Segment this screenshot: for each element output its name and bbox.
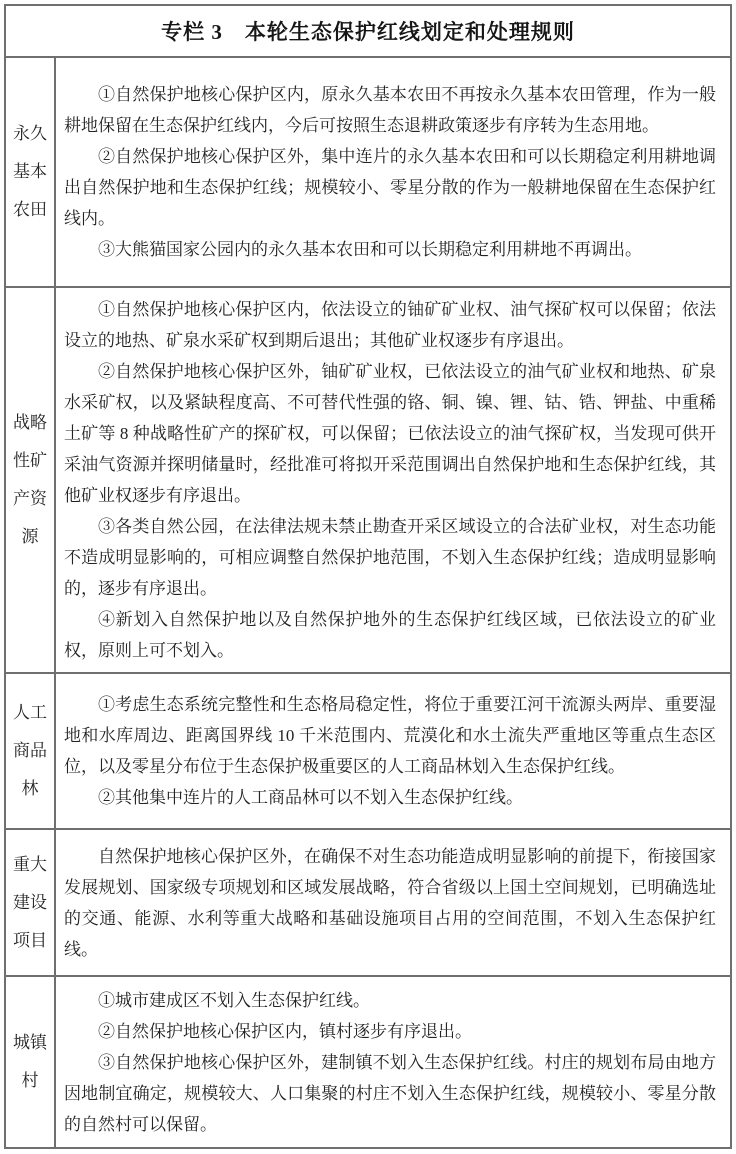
rule-paragraph: ①自然保护地核心保护区内，依法设立的铀矿矿业权、油气探矿权可以保留；依法设立的地热、矿泉水采矿权到期后退出；其他矿业权逐步有序退出。 [64,300,716,350]
rule-paragraph: ③大熊猫国家公园内的永久基本农田和可以长期稳定利用耕地不再调出。 [98,240,642,259]
table-row [6,286,730,672]
row-header-label: 战略性矿产资源 [13,413,47,546]
rule-paragraph: ④新划入自然保护地以及自然保护地外的生态保护红线区域，已依法设立的矿业权，原则上可不划入。 [64,610,716,660]
rules-table [4,4,732,1149]
table-row [6,975,730,1147]
row-header-cell [6,58,56,286]
table-title: 专栏 3 本轮生态保护红线划定和处理规则 [161,20,575,44]
row-content-cell [56,830,730,975]
rule-paragraph: ③各类自然公园，在法律法规未禁止勘查开采区域设立的合法矿业权，对生态功能不造成明显影响的，可相应调整自然保护地范围，不划入生态保护红线；造成明显影响的，逐步有序退出。 [64,517,716,598]
rule-paragraph: ②自然保护地核心保护区外，集中连片的永久基本农田和可以长期稳定利用耕地调出自然保护地和生态保护红线；规模较小、零星分散的作为一般耕地保留在生态保护红线内。 [64,147,716,228]
row-header-cell [6,288,56,672]
rule-paragraph: ③自然保护地核心保护区外，建制镇不划入生态保护红线。村庄的规划布局由地方因地制宜确定，规模较大、人口集聚的村庄不划入生态保护红线，规模较小、零星分散的自然村可以保留。 [64,1052,716,1134]
row-content-cell [56,58,730,286]
rule-paragraph: 自然保护地核心保护区外，在确保不对生态功能造成明显影响的前提下，衔接国家发展规划、国家级专项规划和区域发展战略，符合省级以上国土空间规划，已明确选址的交通、能源、水利等重大战略和基础设施项目占用的空间范围，不划入生态保护红线。 [64,846,716,959]
row-content-cell [56,288,730,672]
rule-paragraph: ②自然保护地核心保护区外，铀矿矿业权，已依法设立的油气矿业权和地热、矿泉水采矿权，以及紧缺程度高、不可替代性强的铬、铜、镍、锂、钴、锆、钾盐、中重稀土矿等 8 种战略性矿产的探矿权，可以保留；已依法设立的油气探矿权，当发现可供开采油气资源并探明储量时，经批准可将拟开采范围调出自然保护地和生态保护红线，其他矿业权逐步有序退出。 [64,362,716,505]
row-header-cell [6,977,56,1147]
row-header-label: 永久基本农田 [13,124,47,219]
table-row [6,56,730,286]
rule-paragraph: ①城市建成区不划入生态保护红线。 [98,990,370,1010]
row-header-label: 重大建设项目 [13,854,47,950]
rule-paragraph: ①自然保护地核心保护区内，原永久基本农田不再按永久基本农田管理，作为一般耕地保留在生态保护红线内，今后可按照生态退耕政策逐步有序转为生态用地。 [64,85,716,135]
table-row [6,828,730,975]
row-content-cell [56,977,730,1147]
rule-paragraph: ②自然保护地核心保护区内，镇村逐步有序退出。 [98,1021,472,1041]
table-title-row [6,6,730,56]
row-header-label: 人工商品林 [13,703,47,798]
rule-paragraph: ②其他集中连片的人工商品林可以不划入生态保护红线。 [98,788,523,807]
rule-paragraph: ①考虑生态系统完整性和生态格局稳定性，将位于重要江河干流源头两岸、重要湿地和水库周边、距离国界线 10 千米范围内、荒漠化和水土流失严重地区等重点生态区位，以及零星分布位于生态保护极重要区的人工商品林划入生态保护红线。 [64,695,716,776]
row-header-cell [6,674,56,828]
row-header-label: 城镇村 [13,1033,47,1090]
table-row [6,672,730,828]
row-content-cell [56,674,730,828]
row-header-cell [6,830,56,975]
